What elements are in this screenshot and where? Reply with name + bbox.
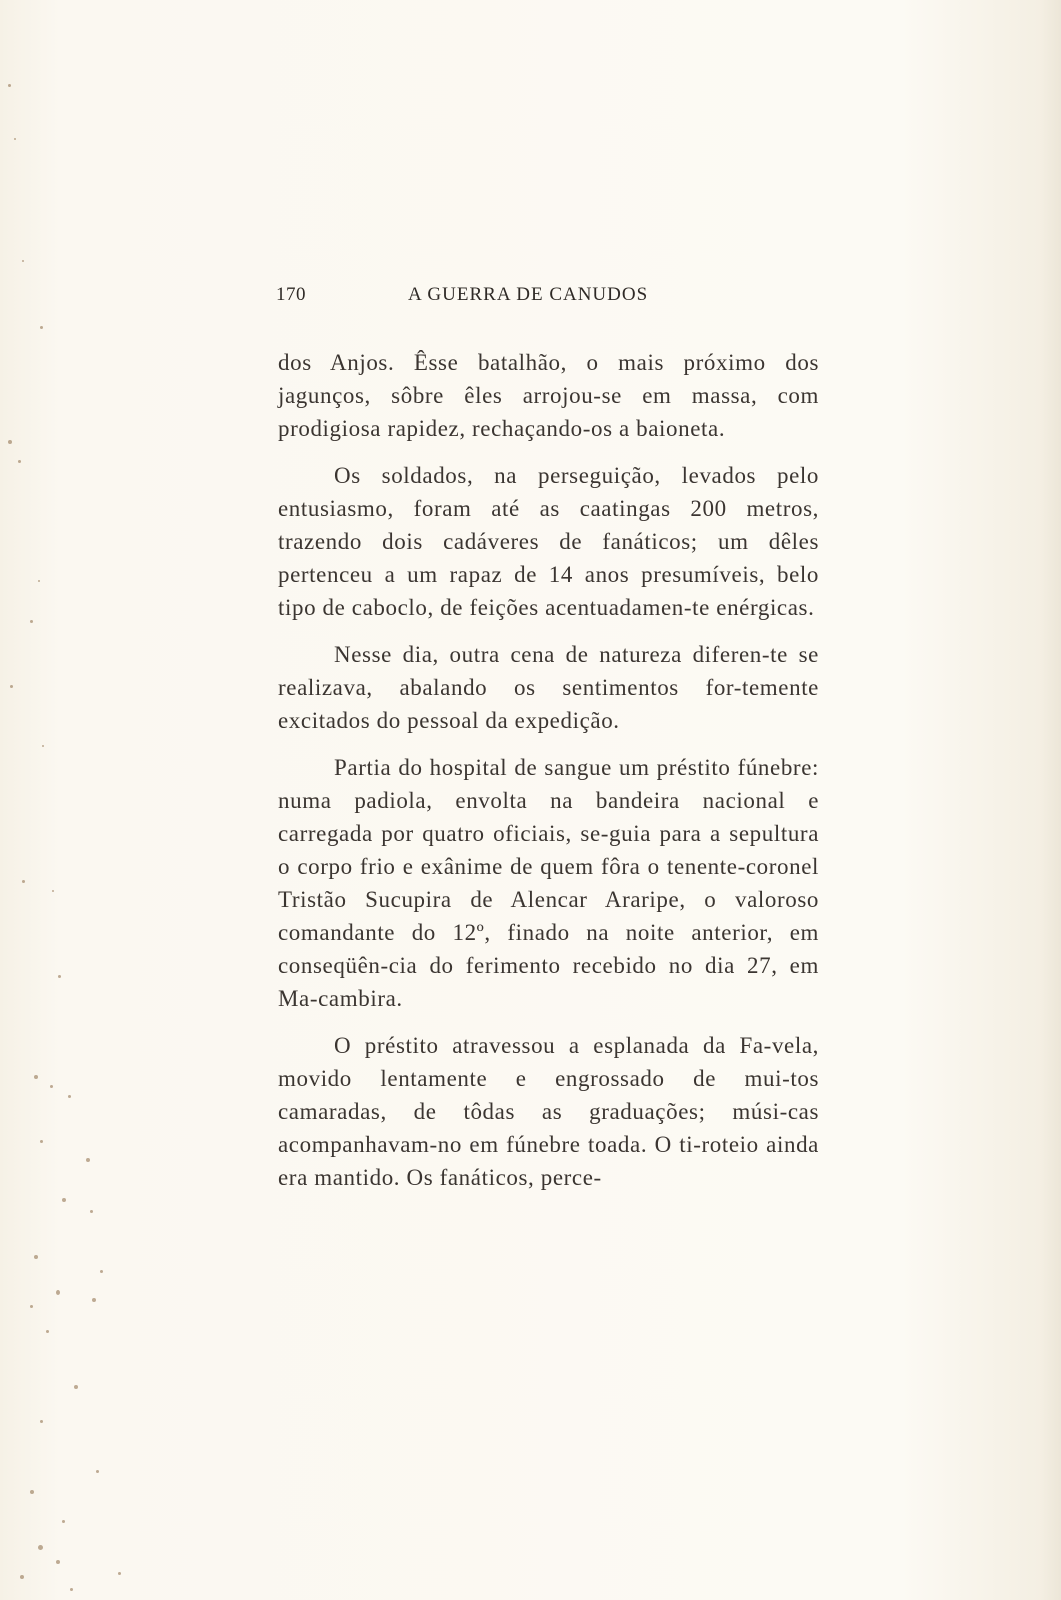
foxing-speck: [34, 1255, 38, 1259]
paragraph: O préstito atravessou a esplanada da Fa-vela, movido lentamente e engrossado de mui-tos camaradas, de tôdas as graduações; músi-cas acompanhavam-no em fúnebre toada. O ti-roteio ainda era mantido. Os fanáticos, perce-: [278, 1033, 819, 1190]
foxing-speck: [70, 1588, 73, 1591]
foxing-speck: [96, 1470, 99, 1473]
foxing-speck: [52, 890, 54, 892]
foxing-speck: [38, 580, 40, 582]
foxing-speck: [92, 1298, 96, 1302]
foxing-speck: [100, 1270, 103, 1273]
foxing-speck: [74, 1385, 78, 1389]
foxing-speck: [22, 880, 25, 883]
page-number: 170: [276, 284, 306, 305]
body-text: [278, 346, 819, 1208]
foxing-speck: [8, 440, 12, 444]
foxing-speck: [40, 326, 43, 329]
paragraph: dos Anjos. Êsse batalhão, o mais próximo dos jagunços, sôbre êles arrojou-se em massa, com prodigiosa rapidez, rechaçando-os a baioneta.: [278, 350, 819, 441]
foxing-speck: [118, 1572, 121, 1575]
foxing-speck: [40, 1420, 43, 1423]
foxing-speck: [62, 1520, 65, 1523]
paragraph: Os soldados, na perseguição, levados pelo entusiasmo, foram até as caatingas 200 metros, trazendo dois cadáveres de fanáticos; um dêles pertenceu a um rapaz de 14 anos presumíveis, belo tipo de caboclo, de feições acentuadamen-te enérgicas.: [278, 463, 819, 620]
paragraph: Partia do hospital de sangue um préstito fúnebre: numa padiola, envolta na bandeira nacional e carregada por quatro oficiais, se-guia para a sepultura o corpo frio e exânime de quem fôra o tenente-coronel Tristão Sucupira de Alencar Araripe, o valoroso comandante do 12º, finado na noite anterior, em conseqüên-cia do ferimento recebido no dia 27, em Ma-cambira.: [278, 755, 819, 1011]
foxing-speck: [50, 1085, 53, 1088]
foxing-speck: [42, 745, 44, 747]
page-header: [276, 284, 816, 312]
foxing-speck: [34, 1075, 38, 1079]
foxing-speck: [8, 84, 11, 87]
foxing-speck: [62, 1198, 66, 1202]
foxing-speck: [68, 1095, 71, 1098]
foxing-speck: [58, 975, 61, 978]
foxing-speck: [90, 1210, 93, 1213]
foxing-speck: [22, 260, 24, 262]
foxing-speck: [46, 1330, 49, 1333]
foxing-speck: [86, 1158, 90, 1162]
foxing-speck: [38, 1545, 43, 1550]
foxing-speck: [30, 1305, 33, 1308]
running-head: A GUERRA DE CANUDOS: [408, 284, 649, 305]
paragraph: Nesse dia, outra cena de natureza diferen-te se realizava, abalando os sentimentos for-temente excitados do pessoal da expedição.: [278, 642, 819, 733]
foxing-speck: [56, 1290, 60, 1295]
foxing-speck: [18, 460, 21, 463]
foxing-speck: [14, 138, 16, 140]
foxing-speck: [10, 685, 13, 688]
foxing-speck: [40, 1140, 43, 1143]
foxing-speck: [30, 1490, 34, 1494]
foxing-speck: [20, 1575, 24, 1579]
foxing-speck: [30, 620, 33, 623]
foxing-speck: [56, 1560, 60, 1564]
